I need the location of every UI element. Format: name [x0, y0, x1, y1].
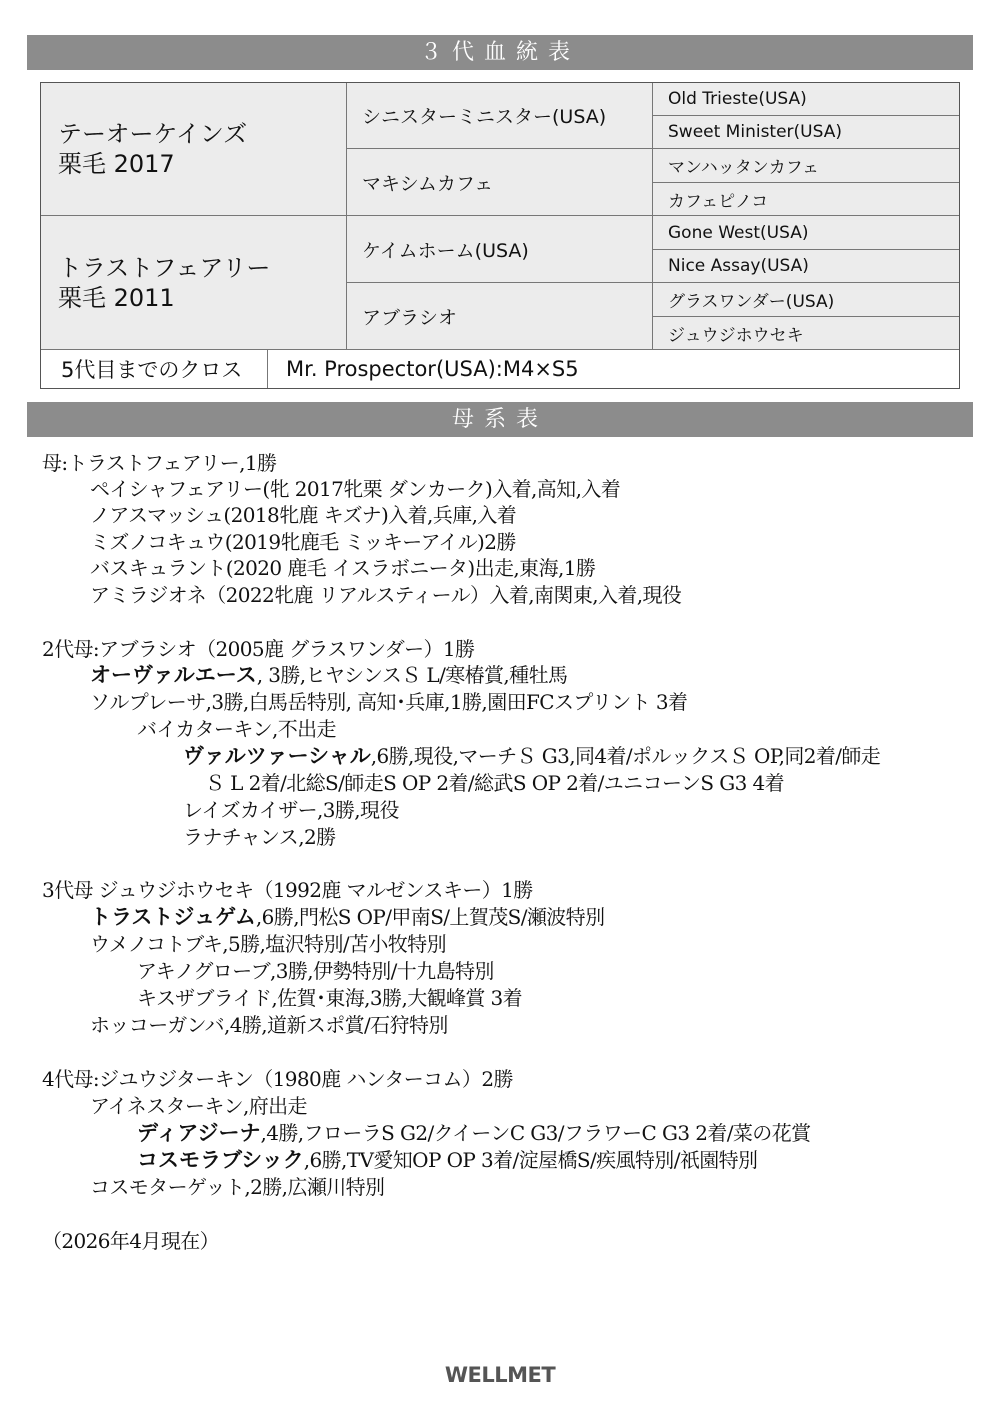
- dam-dam-sire: グラスワンダー(USA): [653, 283, 960, 317]
- horse-name-bold: コスモラブシック: [137, 1148, 304, 1172]
- cross-value: Mr. Prospector(USA):M4×S5: [268, 350, 960, 389]
- family-entry: レイズカイザー,3勝,現役: [183, 798, 399, 822]
- horse-name-bold: オーヴァルエース: [90, 663, 257, 687]
- family-entry: ホッコーガンバ,4勝,道新スポ賞/石狩特別: [90, 1013, 448, 1037]
- family-entry: アイネスターキン,府出走: [90, 1094, 307, 1118]
- family-entry: ヴァルツァーシャル,6勝,現役,マーチＳ G3,同4着/ポルックスＳ OP,同2着/師走: [183, 744, 881, 768]
- pedigree-header: ３代血統表: [27, 35, 973, 70]
- family-entry: アキノグローブ,3勝,伊勢特別/十九島特別: [137, 959, 494, 983]
- family-entry: トラストジュゲム,6勝,門松S OP/甲南S/上賀茂S/瀬波特別: [90, 905, 605, 929]
- dam-child: ペイシャフェアリー(牝 2017牝栗 ダンカーク)入着,高知,入着: [90, 477, 621, 501]
- third-dam-line: 3代母 ジュウジホウセキ（1992鹿 マルゼンスキー）1勝: [42, 878, 533, 902]
- dam-child: バスキュラント(2020 鹿毛 イスラボニータ)出走,東海,1勝: [90, 556, 596, 580]
- dam-dam: アブラシオ: [347, 283, 653, 350]
- sire-sire-sire: Old Trieste(USA): [653, 82, 960, 116]
- horse-name-bold: トラストジュゲム: [90, 905, 256, 929]
- horse-name-bold: ディアジーナ: [137, 1121, 261, 1145]
- family-entry-continued: Ｓ L 2着/北総S/師走S OP 2着/総武S OP 2着/ユニコーンS G3 4着: [205, 771, 785, 795]
- dam-sire: ケイムホーム(USA): [347, 216, 653, 283]
- dam-line: 母:トラストフェアリー,1勝: [42, 451, 277, 475]
- sire-info: 栗毛 2017: [58, 149, 175, 178]
- dam-dam-dam: ジュウジホウセキ: [653, 317, 960, 350]
- fourth-dam-line: 4代母:ジユウジターキン（1980鹿 ハンターコム）2勝: [42, 1067, 513, 1091]
- sire-cell: [40, 82, 347, 216]
- second-dam-line: 2代母:アブラシオ（2005鹿 グラスワンダー）1勝: [42, 637, 475, 661]
- pedigree-table: [40, 82, 960, 389]
- sire-dam: マキシムカフェ: [347, 149, 653, 216]
- dam-sire-sire: Gone West(USA): [653, 216, 960, 250]
- dam-child: ノアスマッシュ(2018牝鹿 キズナ)入着,兵庫,入着: [90, 503, 517, 527]
- family-entry: コスモラブシック,6勝,TV愛知OP OP 3着/淀屋橋S/疾風特別/祇園特別: [137, 1148, 758, 1172]
- family-entry: キスザブライド,佐賀･東海,3勝,大観峰賞 3着: [137, 986, 523, 1010]
- sire-sire: シニスターミニスター(USA): [347, 82, 653, 149]
- as-of-date: （2026年4月現在）: [42, 1229, 220, 1253]
- cross-label: 5代目までのクロス: [40, 350, 268, 389]
- dam-name: トラストフェアリー: [58, 253, 271, 282]
- family-entry: ソルプレーサ,3勝,白馬岳特別, 高知･兵庫,1勝,園田FCスプリント 3着: [90, 690, 688, 714]
- dam-info: 栗毛 2011: [58, 283, 175, 312]
- sire-dam-dam: カフェピノコ: [653, 183, 960, 216]
- horse-name-bold: ヴァルツァーシャル: [183, 744, 371, 768]
- sire-name: テーオーケインズ: [58, 119, 248, 148]
- dam-child: アミラジオネ（2022牝鹿 リアルスティール）入着,南関東,入着,現役: [90, 583, 682, 607]
- family-entry: コスモターゲット,2勝,広瀬川特別: [90, 1175, 385, 1199]
- sire-dam-sire: マンハッタンカフェ: [653, 149, 960, 183]
- family-entry: オーヴァルエース, 3勝,ヒヤシンスＳ L/寒椿賞,種牡馬: [90, 663, 568, 687]
- dam-child: ミズノコキュウ(2019牝鹿毛 ミッキーアイル)2勝: [90, 530, 516, 554]
- dam-cell: [40, 216, 347, 350]
- wellmet-logo: WELLMET: [444, 1363, 556, 1387]
- family-entry: ウメノコトブキ,5勝,塩沢特別/苫小牧特別: [90, 932, 446, 956]
- sire-sire-dam: Sweet Minister(USA): [653, 116, 960, 149]
- family-header: 母系表: [27, 402, 973, 437]
- family-entry: ラナチャンス,2勝: [183, 825, 336, 849]
- family-entry: バイカターキン,不出走: [137, 717, 336, 741]
- dam-sire-dam: Nice Assay(USA): [653, 250, 960, 283]
- family-entry: ディアジーナ,4勝,フローラS G2/クイーンC G3/フラワーC G3 2着/菜の花賞: [137, 1121, 811, 1145]
